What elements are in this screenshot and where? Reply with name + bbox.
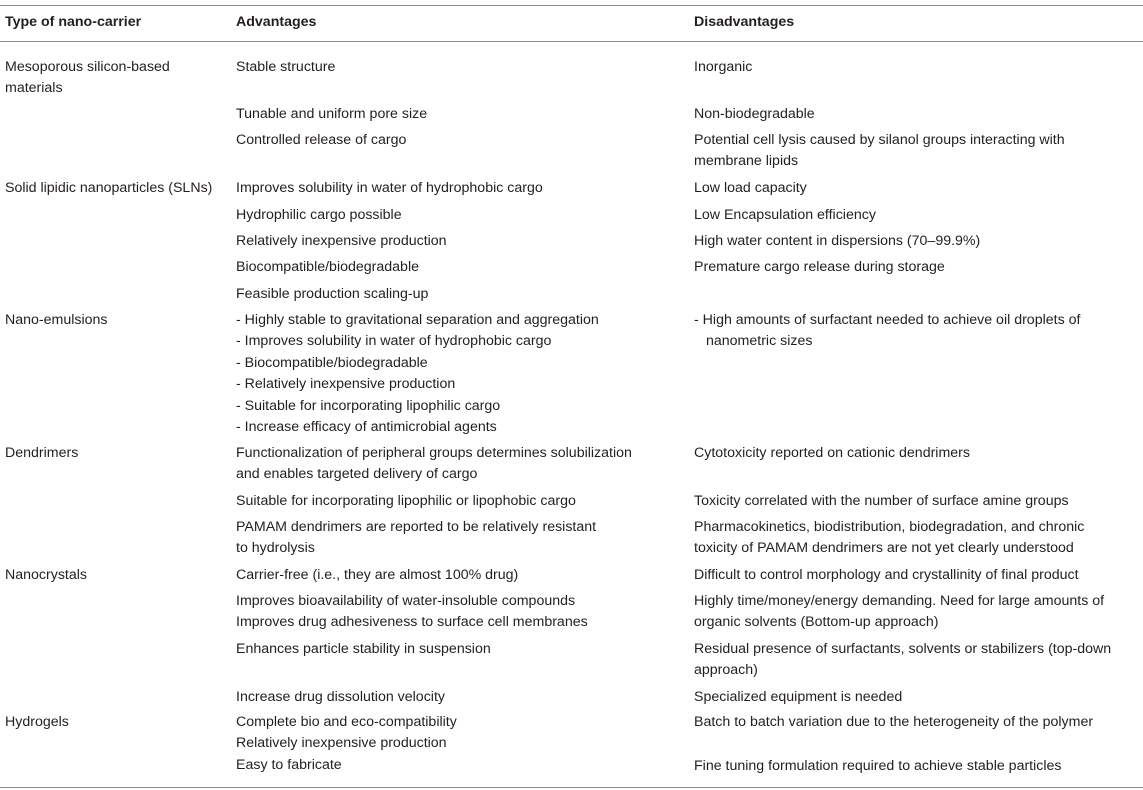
cell-advantage [236, 231, 447, 252]
cell-line: Relatively inexpensive production [236, 233, 447, 249]
cell-line: toxicity of PAMAM dendrimers are not yet clearly understood [694, 540, 1074, 557]
cell-line: Dendrimers [5, 445, 79, 461]
cell-line: approach) [694, 662, 758, 679]
cell-line: Potential cell lysis caused by silanol groups interacting with [694, 132, 1065, 148]
cell-line: PAMAM dendrimers are reported to be relatively resistant [236, 519, 597, 535]
cell-disadvantage [694, 231, 980, 252]
cell-line: Relatively inexpensive production [236, 735, 447, 752]
cell-line: Stable structure [236, 59, 336, 75]
cell-line: Low load capacity [694, 180, 807, 196]
cell-disadvantage [694, 130, 1065, 173]
cell-line: High water content in dispersions (70–99.9%) [694, 233, 981, 249]
cell-line: Low Encapsulation efficiency [694, 207, 876, 223]
cell-advantage [236, 130, 406, 151]
cell-line: Premature cargo release during storage [694, 259, 945, 275]
header-disadvantages: Disadvantages [694, 14, 795, 30]
cell-line: - Biocompatible/biodegradable [236, 354, 428, 371]
cell-line: Toxicity correlated with the number of surface amine groups [694, 493, 1069, 509]
cell-disadvantage [694, 57, 752, 78]
header-advantages: Advantages [236, 14, 317, 30]
cell-line: Residual presence of surfactants, solvents or stabilizers (top-down [694, 641, 1112, 657]
cell-advantage [236, 591, 588, 634]
cell-line: - Increase efficacy of antimicrobial agents [236, 418, 497, 435]
cell-disadvantage [694, 443, 970, 464]
cell-line: Improves drug adhesiveness to surface cell membranes [236, 614, 588, 631]
cell-line: Improves bioavailability of water-insoluble compounds [236, 593, 576, 609]
cell-line: Difficult to control morphology and crystallinity of final product [694, 567, 1079, 583]
table-bottom-rule [0, 787, 1143, 788]
cell-advantage [236, 517, 596, 560]
cell-advantage [236, 104, 427, 125]
cell-disadvantage [694, 178, 807, 199]
cell-line: Cytotoxicity reported on cationic dendrimers [694, 445, 970, 461]
cell-advantage [236, 443, 632, 486]
cell-line: Hydrogels [5, 714, 69, 730]
cell-type [5, 565, 87, 586]
cell-line: Pharmacokinetics, biodistribution, biodegradation, and chronic [694, 519, 1085, 535]
cell-disadvantage [694, 257, 945, 278]
cell-line: Solid lipidic nanoparticles (SLNs) [5, 180, 213, 196]
cell-line: Controlled release of cargo [236, 132, 407, 148]
cell-line: - High amounts of surfactant needed to achieve oil droplets of [694, 312, 1081, 328]
cell-advantage [236, 712, 457, 776]
cell-line: Nano-emulsions [5, 312, 108, 328]
cell-type [5, 178, 212, 199]
cell-type [5, 310, 108, 331]
cell-disadvantage [694, 591, 1104, 634]
cell-type [5, 443, 78, 464]
cell-disadvantage [694, 491, 1069, 512]
cell-disadvantage [694, 565, 1079, 586]
cell-line: Enhances particle stability in suspension [236, 641, 491, 657]
cell-line: Hydrophilic cargo possible [236, 207, 402, 223]
cell-disadvantage [694, 310, 1080, 353]
cell-line: Batch to batch variation due to the heterogeneity of the polymer [694, 714, 1094, 730]
table-top-rule [0, 5, 1143, 6]
cell-line: Nanocrystals [5, 567, 88, 583]
cell-disadvantage [694, 639, 1111, 682]
cell-type [5, 712, 69, 733]
cell-line: Non-biodegradable [694, 106, 815, 122]
cell-line: - Relatively inexpensive production [236, 376, 456, 393]
cell-line: membrane lipids [694, 153, 799, 170]
cell-line: and enables targeted delivery of cargo [236, 466, 478, 483]
cell-line: Improves solubility in water of hydrophobic cargo [236, 180, 543, 196]
cell-advantage [236, 178, 543, 199]
cell-line: - Improves solubility in water of hydrophobic cargo [236, 333, 552, 350]
cell-line: Feasible production scaling-up [236, 286, 429, 302]
cell-line: - Suitable for incorporating lipophilic cargo [236, 397, 501, 414]
cell-line: organic solvents (Bottom-up approach) [694, 614, 939, 631]
cell-line: Complete bio and eco-compatibility [236, 714, 457, 730]
cell-line: Functionalization of peripheral groups determines solubilization [236, 445, 632, 461]
cell-advantage [236, 205, 402, 226]
cell-type [5, 57, 170, 100]
cell-line: to hydrolysis [236, 540, 315, 557]
cell-advantage [236, 565, 518, 586]
cell-line: Specialized equipment is needed [694, 689, 903, 705]
cell-line: nanometric sizes [706, 333, 813, 350]
cell-line: Highly time/money/energy demanding. Need for large amounts of [694, 593, 1105, 609]
cell-advantage [236, 57, 335, 78]
cell-advantage [236, 491, 576, 512]
cell-line: Fine tuning formulation required to achieve stable particles [694, 758, 1062, 774]
cell-disadvantage [694, 687, 902, 708]
cell-disadvantage [694, 756, 1062, 777]
cell-advantage [236, 257, 419, 278]
cell-advantage [236, 639, 491, 660]
cell-line: Suitable for incorporating lipophilic or lipophobic cargo [236, 493, 576, 509]
cell-disadvantage [694, 205, 876, 226]
cell-line: - Highly stable to gravitational separation and aggregation [236, 312, 599, 328]
cell-advantage [236, 310, 599, 438]
cell-line: Tunable and uniform pore size [236, 106, 428, 122]
cell-advantage [236, 687, 445, 708]
cell-disadvantage [694, 517, 1084, 560]
cell-line: materials [5, 80, 63, 97]
cell-line: Increase drug dissolution velocity [236, 689, 445, 705]
cell-disadvantage [694, 712, 1093, 733]
cell-line: Inorganic [694, 59, 753, 75]
header-type: Type of nano-carrier [5, 14, 142, 30]
cell-disadvantage [694, 104, 815, 125]
cell-line: Mesoporous silicon-based [5, 59, 170, 75]
cell-advantage [236, 284, 428, 305]
cell-line: Carrier-free (i.e., they are almost 100% drug) [236, 567, 519, 583]
table-header-rule [0, 41, 1143, 42]
cell-line: Biocompatible/biodegradable [236, 259, 419, 275]
cell-line: Easy to fabricate [236, 756, 342, 773]
